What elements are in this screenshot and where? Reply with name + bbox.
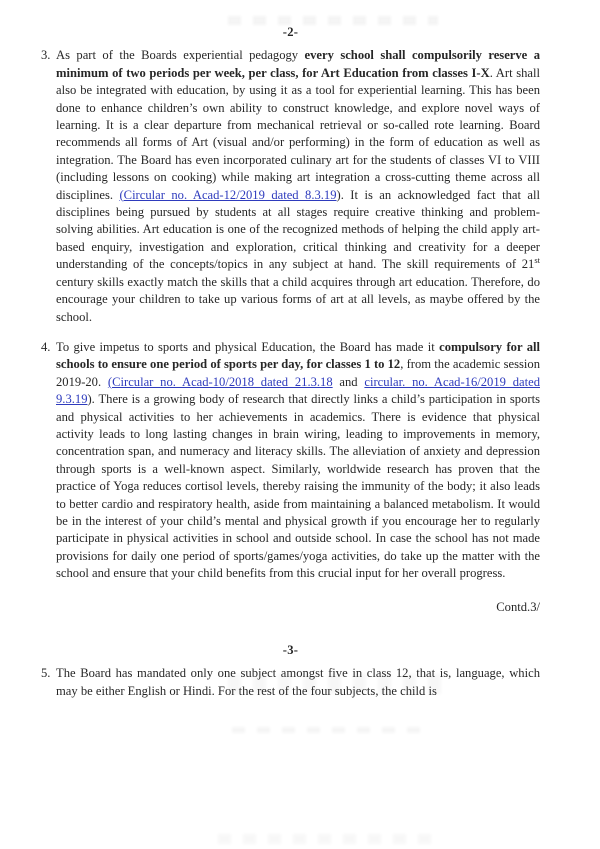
paragraph-4 — [56, 339, 540, 583]
bold-text-run: every school shall compulsorily reserve a minimum of two periods per week, per class, for Art Education from classes I-X — [56, 48, 540, 80]
scan-bleedthrough-artifact — [218, 834, 438, 844]
page-2-number: -2- — [282, 25, 299, 39]
paragraph-5 — [56, 665, 540, 700]
list-number-4: 4. — [41, 339, 51, 354]
text-run: ). It is an acknowledged fact that all disciplines being pursued by students at all stages require creative thinking and problem-solving abilities. Art education is one of the recognized methods of helping the child apply art-based enquiry, investigation and exploration, critical thinking and creativity for a deeper understanding of the concepts/topics in any subject at hand. The skill requirements of 21 — [56, 187, 540, 272]
text-run: , from the academic session 2019-20. — [56, 357, 540, 389]
list-item-3 — [41, 47, 540, 326]
list-item-5 — [41, 665, 540, 700]
text-run: and — [332, 374, 365, 389]
text-run: . Art shall also be integrated with education, by using it as a tool for experiential learning. This has been done to enhance children’s own ability to construct knowledge, and explore novel ways of learning. It is a clear departure from mechanical retrieval or so-called rote learning. Board recommends all forms of Art (visual and/or performing) in the form of education as well as integration. The Board has even incorporated culinary art for the students of classes VI to VIII (including lessons on cooking) while making art integration a cross-cutting theme across all disciplines. — [56, 65, 541, 202]
text-run: To give impetus to sports and physical Education, the Board has made it — [56, 339, 440, 354]
paragraph-3 — [56, 47, 540, 326]
text-run: ). There is a growing body of research that directly links a child’s participation in sports and physical activities to her achievements in academics. There is evidence that physical activity leads to long lasting changes in brain wiring, leading to improvements in memory, concentration span, and numeracy and literacy skills. The alleviation of anxiety and depression through sports is a well-known aspect. Similarly, worldwide research has proven that the practice of Yoga reduces cortisol levels, thereby raising the immunity of the body; it also leads to better cardio and respiratory health, aside from maintaining a balanced metabolism. It would be in the interest of your child’s mental and physical growth if you encourage her to regularly participate in physical activities in school and outside school. In case the school has not made provisions for daily one period of sports/games/yoga activities, do take up the matter with the school and ensure that your child benefits from this crucial input for her overall progress. — [56, 392, 540, 581]
text-run: The Board has mandated only one subject amongst five in class 12, that is, language, which may be either English or Hindi. For the rest of the four subjects, the child is — [56, 666, 540, 698]
list-item-4 — [41, 339, 540, 583]
list-number-5: 5. — [41, 666, 51, 681]
page-3-number: -3- — [282, 643, 299, 657]
circular-link[interactable]: (Circular no. Acad-12/2019 dated 8.3.19 — [119, 187, 337, 202]
scan-bleedthrough-artifact — [232, 727, 422, 733]
text-run: As part of the Boards experiential pedagogy — [56, 48, 305, 63]
superscript-text-run: st — [534, 255, 540, 266]
contd-note: Contd.3/ — [496, 599, 540, 614]
text-run: century skills exactly match the skills that a child acquires through art education. Therefore, do encourage your children to take up various forms of art at all levels, as maybe offered by the school. — [56, 274, 540, 324]
circular-link[interactable]: (Circular no. Acad-10/2018 dated 21.3.18 — [107, 374, 333, 389]
circular-link[interactable]: circular. no. Acad-16/2019 dated 9.3.19 — [56, 374, 540, 407]
list-number-3: 3. — [41, 48, 51, 63]
bold-text-run: compulsory for all schools to ensure one period of sports per day, for classes 1 to 12 — [56, 339, 540, 372]
